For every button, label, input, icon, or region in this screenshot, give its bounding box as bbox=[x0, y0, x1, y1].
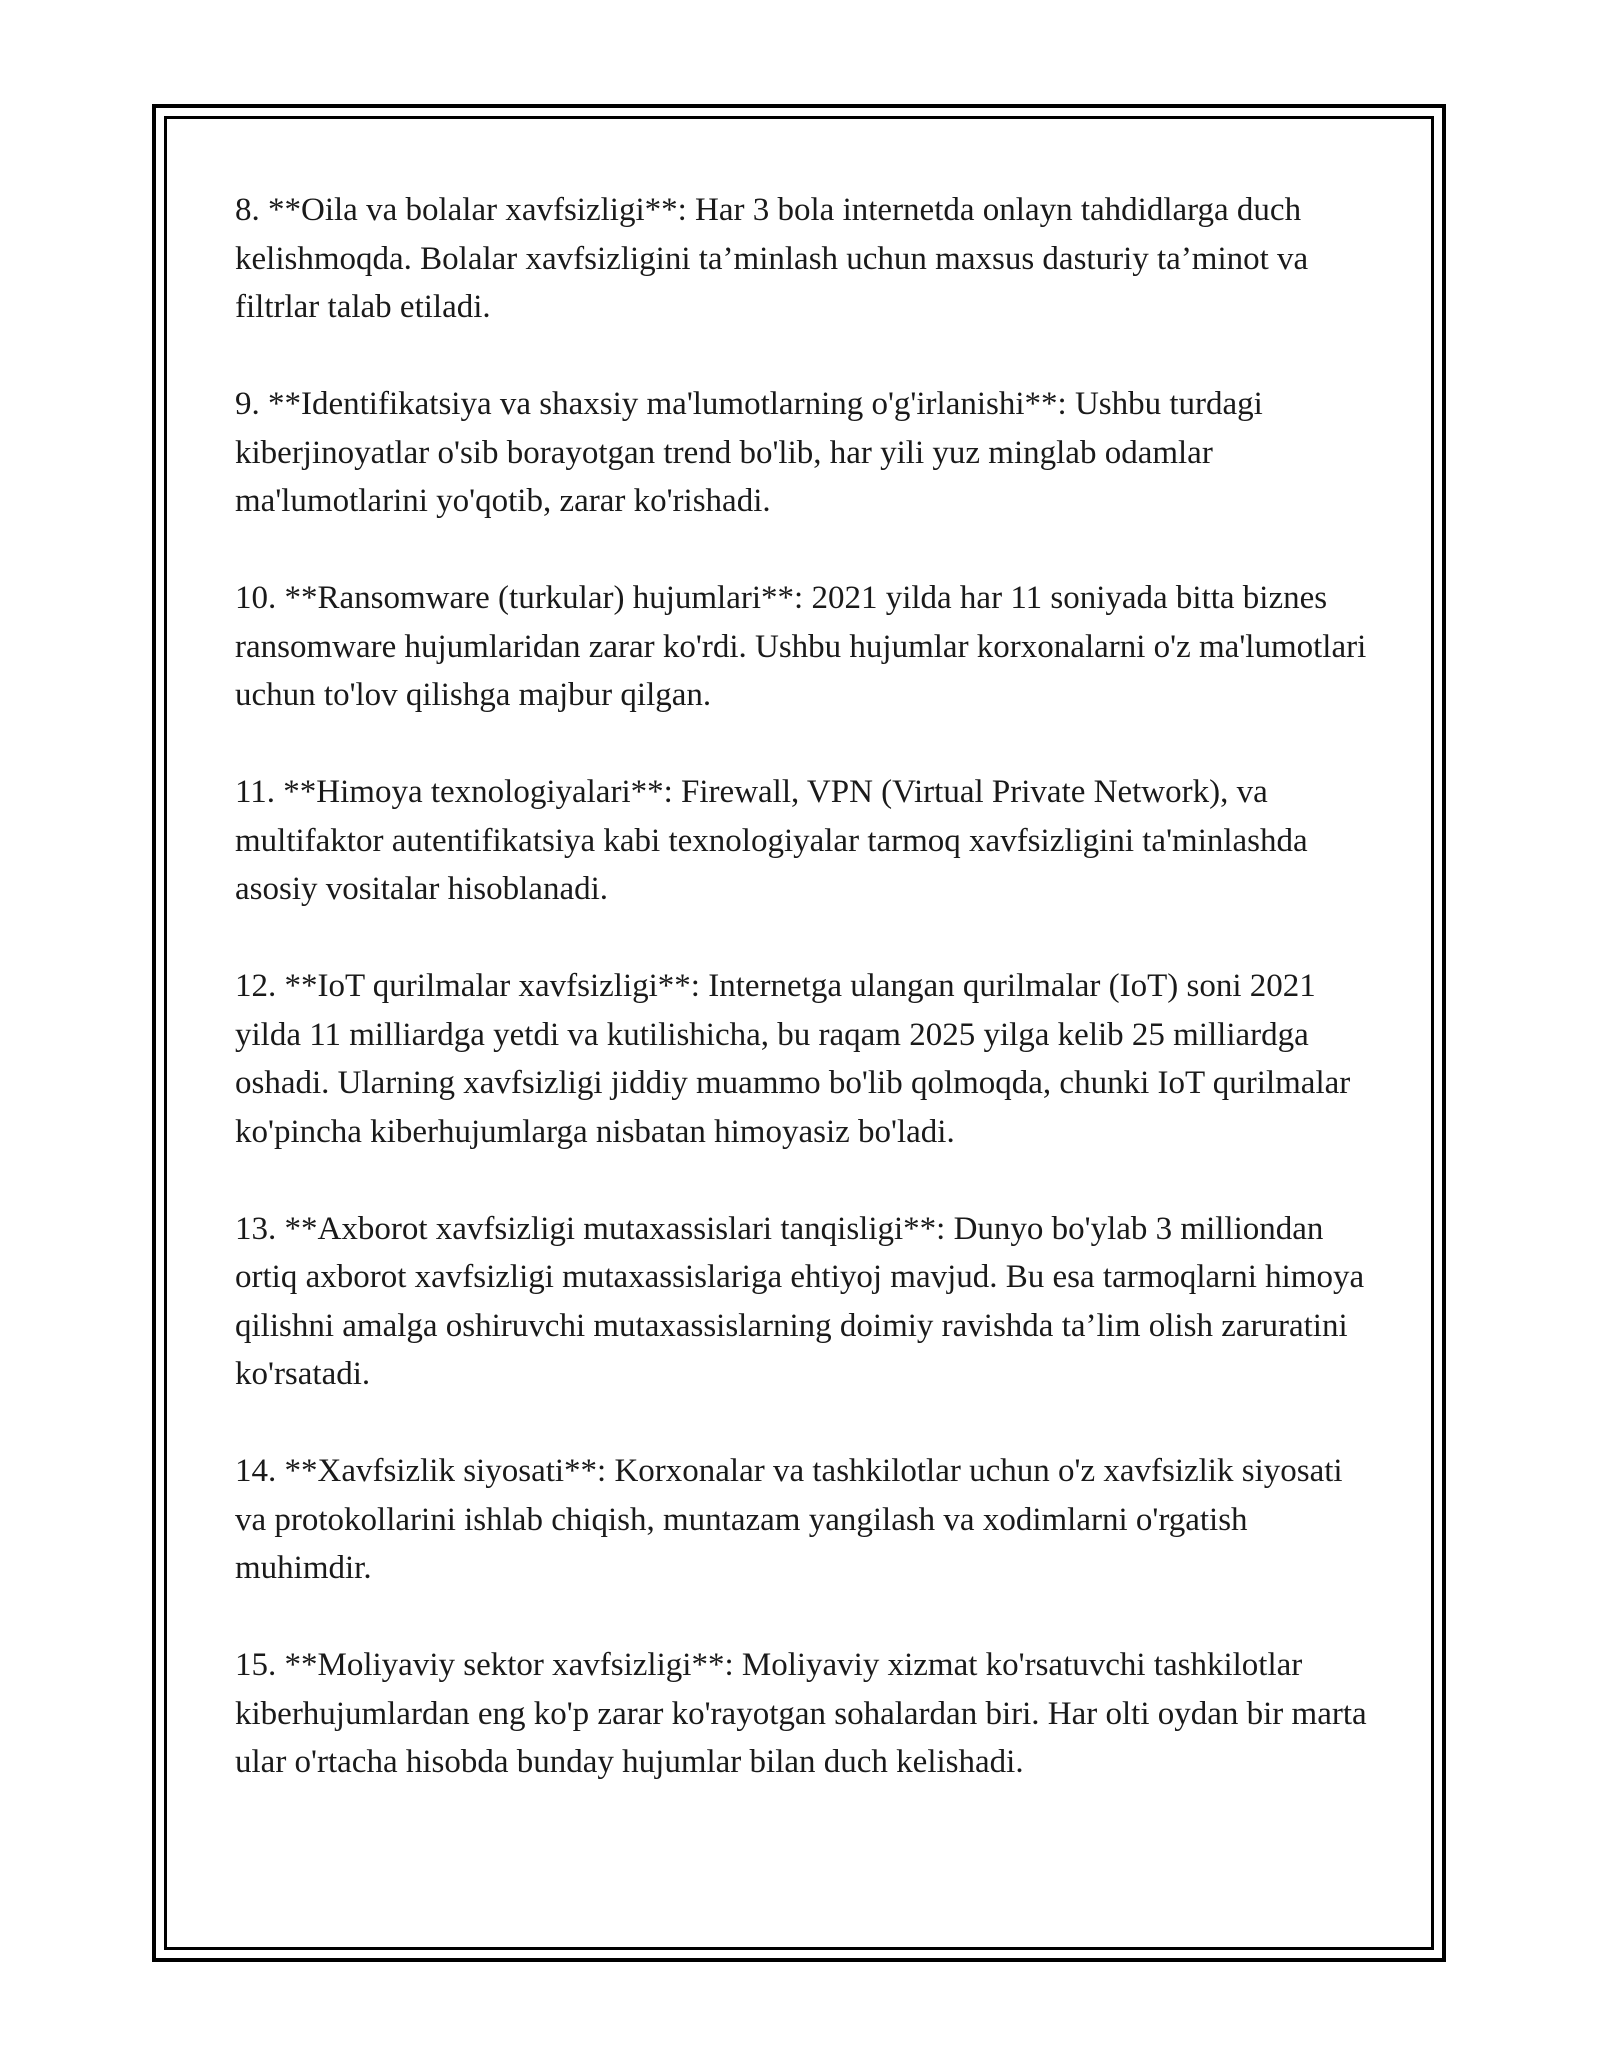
paragraph-item-8: 8. **Oila va bolalar xavfsizligi**: Har 3 bola internetda onlayn tahdidlarga duch kelishmoqda. Bolalar xavfsizligini ta’minlash uchun maxsus dasturiy ta’minot va filtrlar talab etiladi. bbox=[235, 192, 1309, 325]
paragraph-item-14: 14. **Xavfsizlik siyosati**: Korxonalar va tashkilotlar uchun o'z xavfsizlik siyosati va protokollarini ishlab chiqish, muntazam yangilash va xodimlarni o'rgatish muhimdir. bbox=[235, 1453, 1343, 1586]
document-body bbox=[235, 186, 1375, 1835]
paragraph-item-12: 12. **IoT qurilmalar xavfsizligi**: Internetga ulangan qurilmalar (IoT) soni 2021 yilda 11 milliardga yetdi va kutilishicha, bu raqam 2025 yilga kelib 25 milliardga oshadi. Ularning xavfsizligi jiddiy muammo bo'lib qolmoqda, chunki IoT qurilmalar ko'pincha kiberhujumlarga nisbatan himoyasiz bo'ladi. bbox=[235, 968, 1351, 1150]
paragraph-item-11: 11. **Himoya texnologiyalari**: Firewall, VPN (Virtual Private Network), va multifaktor autentifikatsiya kabi texnologiyalar tarmoq xavfsizligini ta'minlashda asosiy vositalar hisoblanadi. bbox=[235, 774, 1308, 907]
paragraph-item-10: 10. **Ransomware (turkular) hujumlari**: 2021 yilda har 11 soniyada bitta biznes ransomware hujumlaridan zarar ko'rdi. Ushbu hujumlar korxonalarni o'z ma'lumotlari uchun to'lov qilishga majbur qilgan. bbox=[235, 580, 1367, 713]
paragraph-item-15: 15. **Moliyaviy sektor xavfsizligi**: Moliyaviy xizmat ko'rsatuvchi tashkilotlar kiberhujumlardan eng ko'p zarar ko'rayotgan sohalardan biri. Har olti oydan bir marta ular o'rtacha hisobda bunday hujumlar bilan duch kelishadi. bbox=[235, 1647, 1367, 1780]
paragraph-item-13: 13. **Axborot xavfsizligi mutaxassislari tanqisligi**: Dunyo bo'ylab 3 milliondan ortiq axborot xavfsizligi mutaxassislariga ehtiyoj mavjud. Bu esa tarmoqlarni himoya qilishni amalga oshiruvchi mutaxassislarning doimiy ravishda ta’lim olish zaruratini ko'rsatadi. bbox=[235, 1210, 1365, 1392]
paragraph-item-9: 9. **Identifikatsiya va shaxsiy ma'lumotlarning o'g'irlanishi**: Ushbu turdagi kiberjinoyatlar o'sib borayotgan trend bo'lib, har yili yuz minglab odamlar ma'lumotlarini yo'qotib, zarar ko'rishadi. bbox=[235, 386, 1263, 519]
